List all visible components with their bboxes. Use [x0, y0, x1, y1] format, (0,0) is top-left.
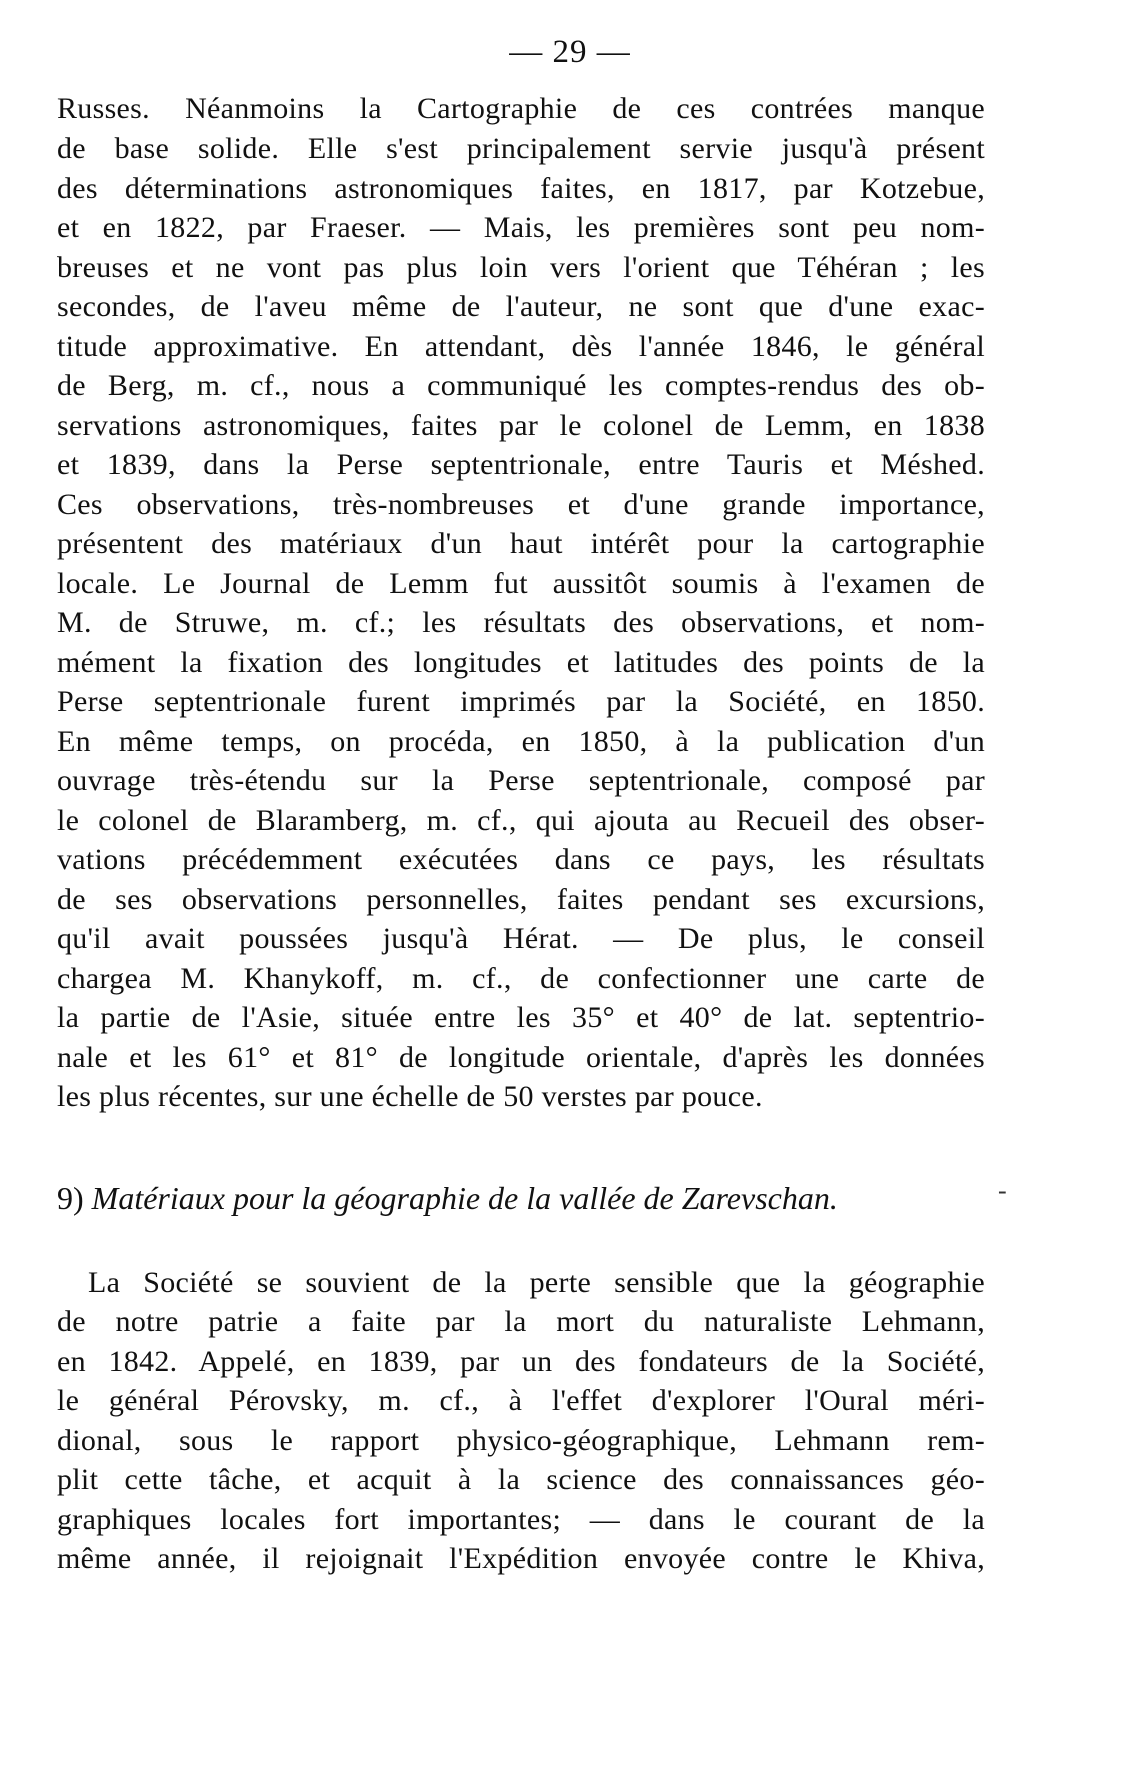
- paragraph-1-line: Ces observations, très-nombreuses et d'une grande importance,: [57, 488, 985, 521]
- paragraph-1-line: titude approximative. En attendant, dès l'année 1846, le général: [57, 330, 985, 363]
- paragraph-1-line: qu'il avait poussées jusqu'à Hérat. — De plus, le conseil: [57, 922, 985, 955]
- paragraph-1-line: et 1839, dans la Perse septentrionale, entre Tauris et Méshed.: [57, 448, 985, 481]
- section-number: 9): [57, 1180, 84, 1216]
- paragraph-1-line: de ses observations personnelles, faites pendant ses excursions,: [57, 883, 985, 916]
- paragraph-1-line: secondes, de l'aveu même de l'auteur, ne sont que d'une exac-: [57, 290, 985, 323]
- paragraph-1-line: Perse septentrionale furent imprimés par la Société, en 1850.: [57, 685, 985, 718]
- paragraph-1-line: de Berg, m. cf., nous a communiqué les comptes-rendus des ob-: [57, 369, 985, 402]
- paragraph-1-line: servations astronomiques, faites par le colonel de Lemm, en 1838: [57, 409, 985, 442]
- section-title: Matériaux pour la géographie de la vallée de Zarevschan.: [91, 1180, 838, 1216]
- paragraph-1-line: présentent des matériaux d'un haut intérêt pour la cartographie: [57, 527, 985, 560]
- paragraph-1-line: nale et les 61° et 81° de longitude orientale, d'après les données: [57, 1041, 985, 1074]
- paragraph-1-line: ouvrage très-étendu sur la Perse septentrionale, composé par: [57, 764, 985, 797]
- paragraph-1-line: M. de Struwe, m. cf.; les résultats des observations, et nom-: [57, 606, 985, 639]
- paragraph-1-line: breuses et ne vont pas plus loin vers l'orient que Téhéran ; les: [57, 251, 985, 284]
- paragraph-2-line: le général Pérovsky, m. cf., à l'effet d'explorer l'Oural méri-: [57, 1384, 985, 1417]
- section-heading: [57, 1178, 1017, 1218]
- paragraph-1-line: vations précédemment exécutées dans ce pays, les résultats: [57, 843, 985, 876]
- paragraph-1-line: chargea M. Khanykoff, m. cf., de confectionner une carte de: [57, 962, 985, 995]
- margin-mark: -: [998, 1176, 1007, 1205]
- paragraph-2-line: graphiques locales fort importantes; — dans le courant de la: [57, 1503, 985, 1536]
- paragraph-1-line: locale. Le Journal de Lemm fut aussitôt soumis à l'examen de: [57, 567, 985, 600]
- paragraph-2-line: de notre patrie a faite par la mort du naturaliste Lehmann,: [57, 1305, 985, 1338]
- paragraph-1-line: mément la fixation des longitudes et latitudes des points de la: [57, 646, 985, 679]
- paragraph-1-line: des déterminations astronomiques faites, en 1817, par Kotzebue,: [57, 172, 985, 205]
- paragraph-1-line: En même temps, on procéda, en 1850, à la publication d'un: [57, 725, 985, 758]
- page-number: — 29 —: [509, 34, 631, 70]
- paragraph-2-line: même année, il rejoignait l'Expédition envoyée contre le Khiva,: [57, 1542, 985, 1575]
- paragraph-2-line: en 1842. Appelé, en 1839, par un des fondateurs de la Société,: [57, 1345, 985, 1378]
- paragraph-1-line: la partie de l'Asie, située entre les 35° et 40° de lat. septentrio-: [57, 1001, 985, 1034]
- paragraph-2-line: plit cette tâche, et acquit à la science des connaissances géo-: [57, 1463, 985, 1496]
- paragraph-1-line: les plus récentes, sur une échelle de 50 verstes par pouce.: [57, 1080, 763, 1113]
- paragraph-1-line: et en 1822, par Fraeser. — Mais, les premières sont peu nom-: [57, 211, 985, 244]
- paragraph-2-line: dional, sous le rapport physico-géographique, Lehmann rem-: [57, 1424, 985, 1457]
- paragraph-1-line: de base solide. Elle s'est principalement servie jusqu'à présent: [57, 132, 985, 165]
- paragraph-1-line: Russes. Néanmoins la Cartographie de ces contrées manque: [57, 92, 985, 125]
- paragraph-1-line: le colonel de Blaramberg, m. cf., qui ajouta au Recueil des obser-: [57, 804, 985, 837]
- paragraph-2-line: La Société se souvient de la perte sensible que la géographie: [88, 1266, 985, 1299]
